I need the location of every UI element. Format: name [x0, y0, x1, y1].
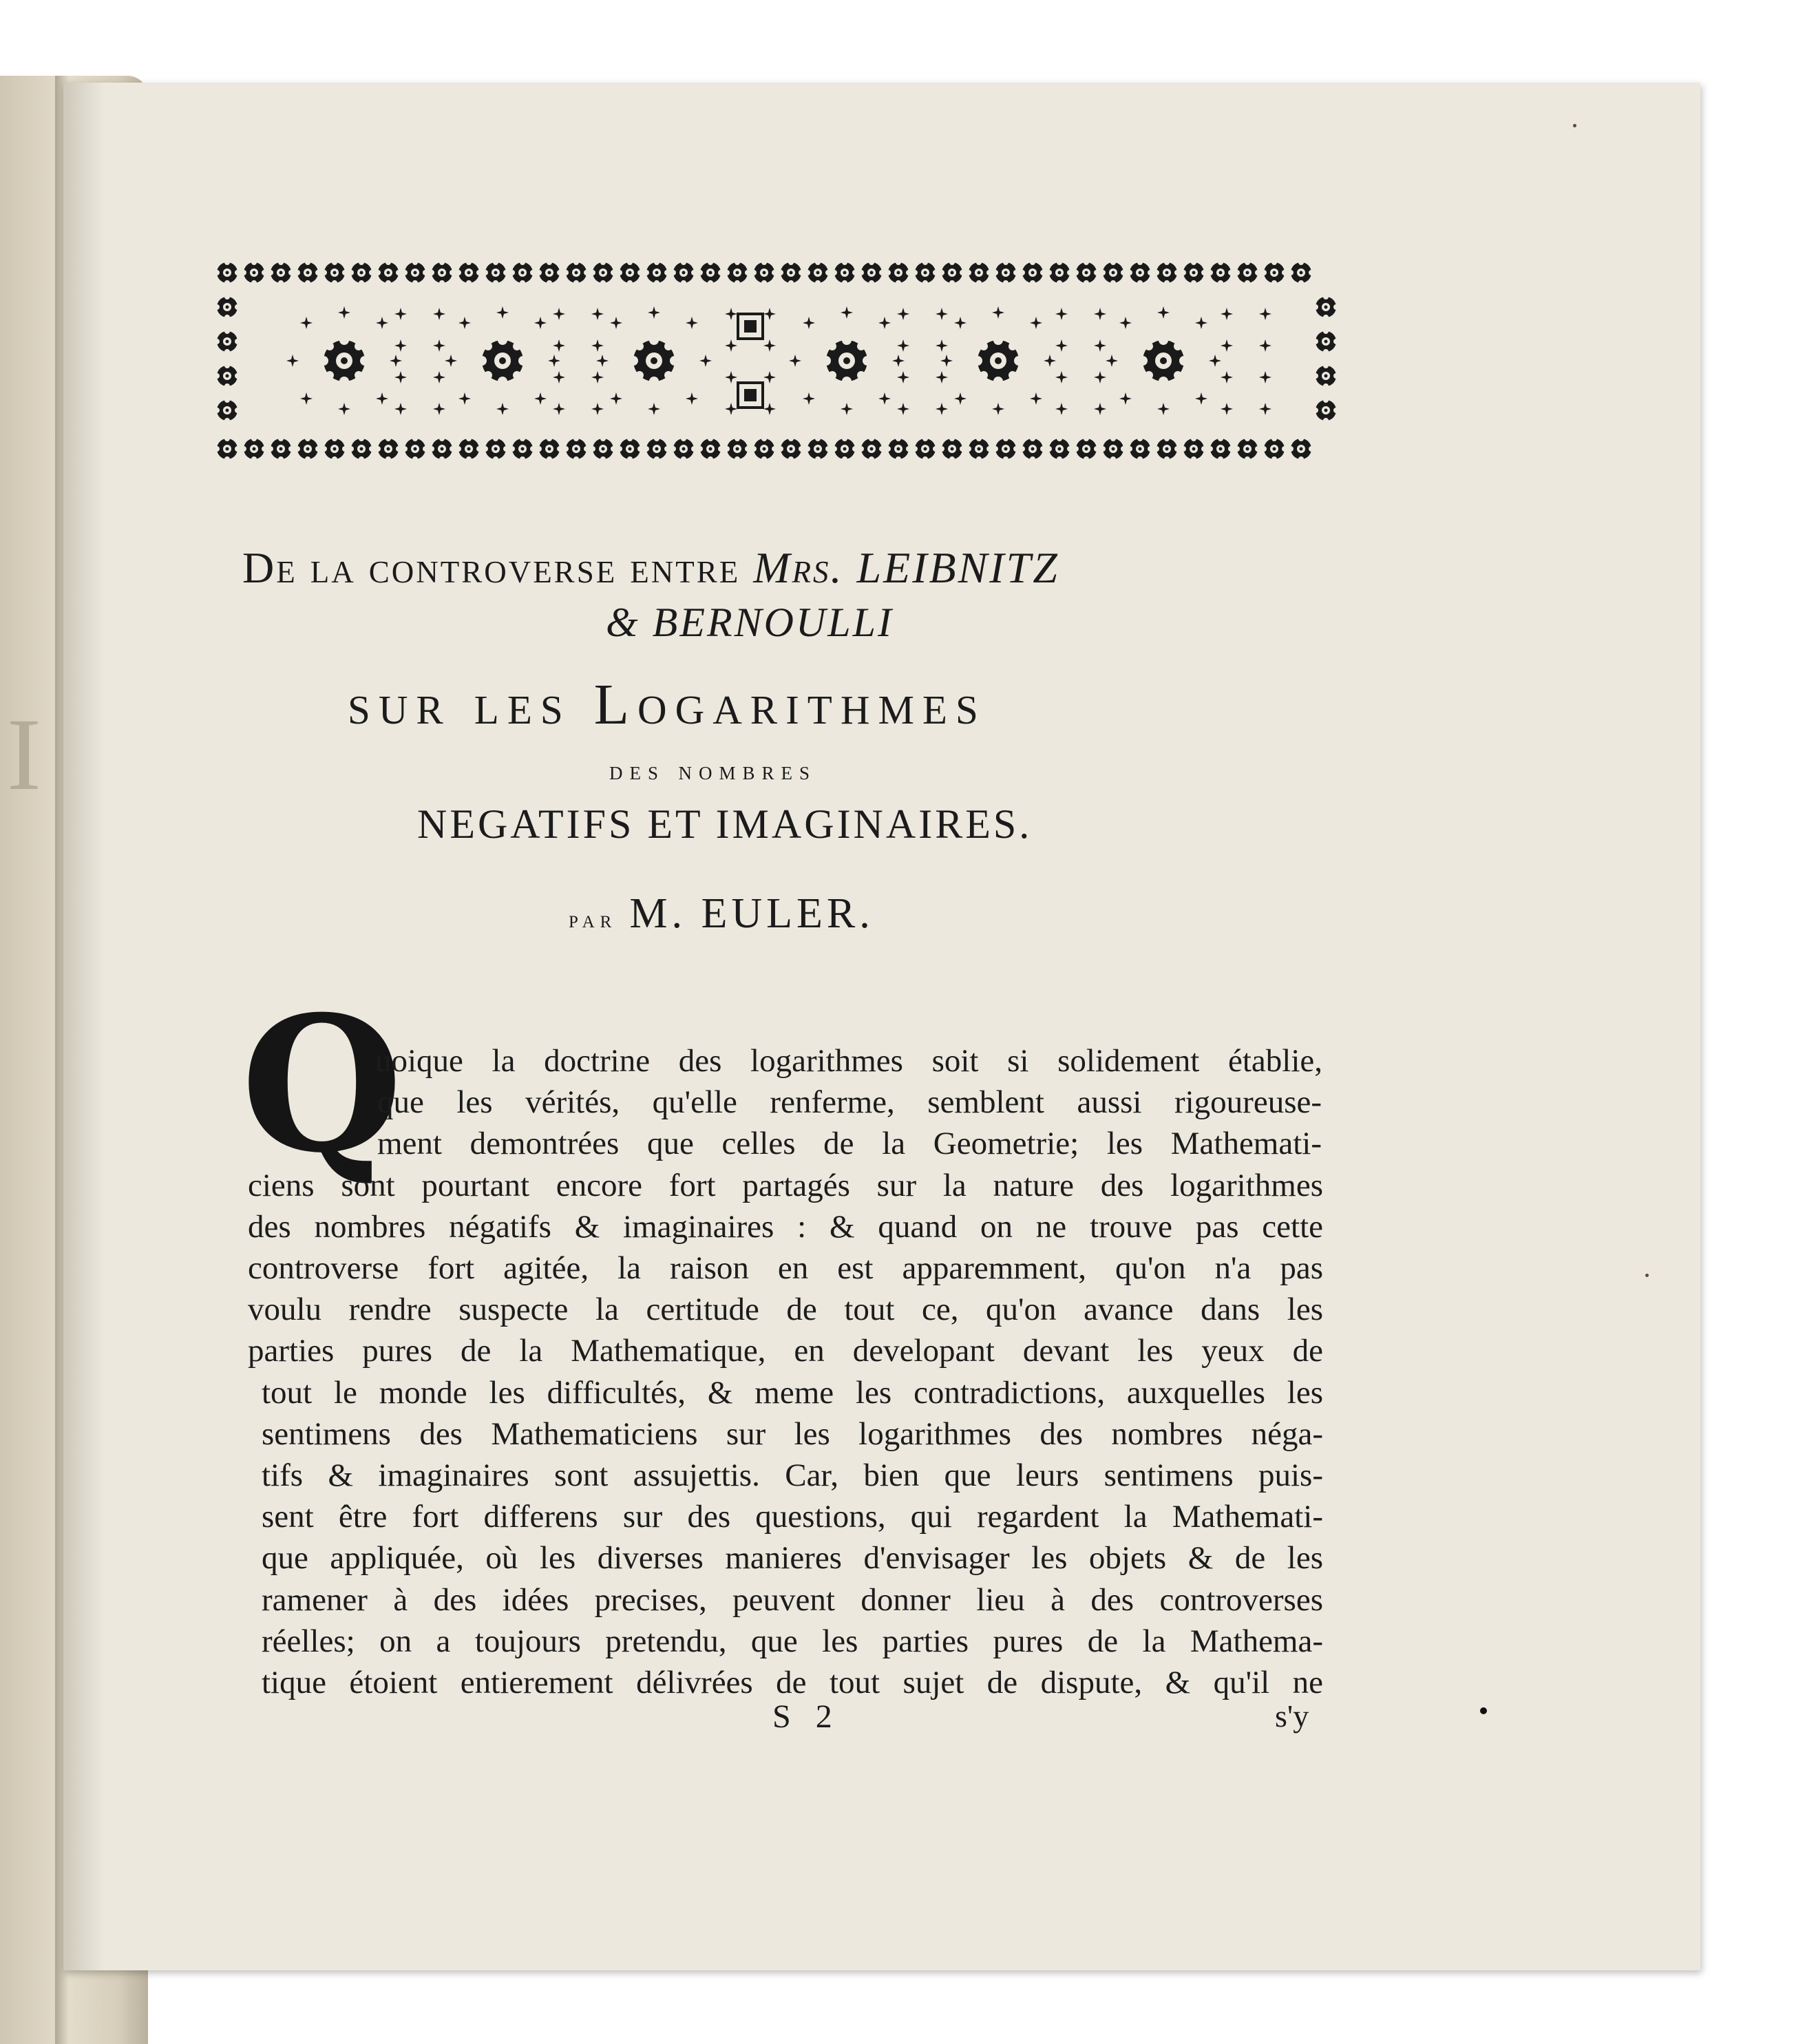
star-ornament	[725, 371, 737, 383]
rosette-ornament	[402, 436, 428, 462]
star-ornament	[725, 308, 737, 320]
star-ornament	[1221, 308, 1233, 320]
star-ornament	[1094, 403, 1106, 415]
rosette-ornament	[1234, 260, 1260, 286]
star-ornament	[897, 339, 909, 352]
rosette-ornament	[563, 260, 589, 286]
rosette-ornament	[1046, 260, 1073, 286]
rosette-ornament	[483, 260, 509, 286]
rosette-ornament	[483, 436, 509, 462]
body-line: ramener à des idées precises, peuvent donner lieu à des controverses	[262, 1581, 1323, 1618]
star-ornament	[394, 339, 407, 352]
rosette-ornament	[509, 436, 536, 462]
rosette-ornament	[751, 436, 777, 462]
rosette-ornament	[805, 436, 831, 462]
star-ornament	[1221, 371, 1233, 383]
star-ornament	[803, 317, 815, 329]
star-ornament	[897, 371, 909, 383]
star-ornament	[1221, 403, 1233, 415]
star-ornament	[789, 355, 801, 367]
body-line: des nombres négatifs & imaginaires : & quand on ne trouve pas cette	[248, 1208, 1323, 1245]
rosette-ornament	[214, 363, 240, 389]
star-ornament	[686, 392, 698, 405]
body-line: ment demontrées que celles de la Geometrie; les Mathemati-	[377, 1126, 1322, 1162]
body-line: uoique la doctrine des logarithmes soit si solidement établie,	[375, 1043, 1322, 1079]
star-ornament	[534, 317, 547, 329]
star-ornament	[591, 403, 604, 415]
author-name: M. EULER.	[629, 890, 874, 937]
rosette-ornament	[509, 260, 536, 286]
catchword: s'y	[1275, 1698, 1309, 1734]
star-ornament	[1259, 403, 1271, 415]
title-line-3: sur les Logarithmes	[348, 673, 986, 737]
star-ornament	[954, 392, 967, 405]
rosette-ornament	[912, 260, 938, 286]
star-ornament	[1030, 317, 1042, 329]
star-ornament	[841, 306, 853, 319]
star-ornament	[553, 339, 565, 352]
title-leibnitz: Mrs. LEIBNITZ	[753, 543, 1059, 592]
star-ornament	[725, 339, 737, 352]
star-ornament	[1259, 308, 1271, 320]
rosette-ornament	[966, 260, 992, 286]
rosette-ornament	[671, 436, 697, 462]
body-line: que appliquée, où les diverses manieres d'envisager les objets & de les	[262, 1540, 1323, 1577]
star-ornament	[445, 355, 457, 367]
star-ornament	[1157, 306, 1170, 319]
rosette-ornament	[1020, 260, 1046, 286]
rosette-ornament	[1073, 436, 1099, 462]
rosette-ornament	[1020, 436, 1046, 462]
rosette-ornament	[939, 436, 965, 462]
rosette-ornament	[751, 260, 777, 286]
star-ornament	[686, 317, 698, 329]
body-line: tifs & imaginaires sont assujettis. Car, bien que leurs sentimens puis-	[262, 1457, 1323, 1493]
star-ornament	[1119, 317, 1132, 329]
star-ornament	[376, 392, 388, 405]
ornamental-headpiece	[213, 259, 1340, 463]
star-ornament	[338, 306, 350, 319]
rosette-ornament	[375, 260, 401, 286]
rosette-ornament	[644, 260, 670, 286]
rosette-ornament	[1313, 397, 1339, 423]
rosette-ornament	[1046, 436, 1073, 462]
star-ornament	[1195, 392, 1207, 405]
star-ornament	[610, 317, 622, 329]
rosette-ornament	[456, 260, 482, 286]
body-line: sent être fort differens sur des questions, qui regardent la Mathemati-	[262, 1499, 1323, 1535]
rosette-ornament	[348, 436, 374, 462]
rosette-ornament	[1261, 260, 1287, 286]
rosette-ornament	[563, 436, 589, 462]
star-ornament	[338, 403, 350, 415]
body-line: tique étoient entierement délivrées de tout sujet de dispute, & qu'il ne	[262, 1665, 1323, 1700]
star-ornament	[936, 403, 948, 415]
star-ornament	[458, 392, 471, 405]
rosette-ornament	[1154, 436, 1180, 462]
rosette-ornament	[590, 436, 616, 462]
star-ornament	[803, 392, 815, 405]
body-line: controverse fort agitée, la raison en est apparemment, qu'on n'a pas	[248, 1250, 1323, 1286]
rosette-ornament	[832, 436, 858, 462]
rosette-ornament	[268, 260, 294, 286]
rosette-ornament	[214, 294, 240, 320]
rosette-ornament	[617, 260, 643, 286]
star-ornament	[1055, 371, 1068, 383]
rosette-ornament	[1127, 436, 1153, 462]
rosette-ornament	[1313, 294, 1339, 320]
star-ornament	[954, 317, 967, 329]
rosette-ornament	[1261, 436, 1287, 462]
rosette-ornament	[697, 260, 724, 286]
rosette-ornament	[536, 260, 562, 286]
rosette-ornament	[295, 436, 321, 462]
body-line: réelles; on a toujours pretendu, que les parties pures de la Mathema-	[262, 1623, 1323, 1659]
rosette-ornament	[1288, 436, 1314, 462]
rosette-ornament	[973, 335, 1024, 386]
star-ornament	[725, 403, 737, 415]
signature-mark: S 2	[772, 1698, 841, 1735]
star-ornament	[496, 403, 509, 415]
star-ornament	[1195, 317, 1207, 329]
star-ornament	[1259, 371, 1271, 383]
rosette-ornament	[778, 260, 804, 286]
star-ornament	[992, 403, 1004, 415]
rosette-ornament	[885, 436, 911, 462]
star-ornament	[1030, 392, 1042, 405]
rosette-ornament	[966, 436, 992, 462]
star-ornament	[591, 308, 604, 320]
star-ornament	[300, 392, 313, 405]
ink-spot	[1480, 1707, 1487, 1714]
star-ornament	[376, 317, 388, 329]
rosette-ornament	[805, 260, 831, 286]
star-ornament	[548, 355, 560, 367]
star-ornament	[1055, 403, 1068, 415]
star-ornament	[763, 308, 776, 320]
star-ornament	[699, 355, 712, 367]
rosette-ornament	[1207, 260, 1234, 286]
star-ornament	[591, 371, 604, 383]
rosette-ornament	[912, 436, 938, 462]
star-ornament	[936, 308, 948, 320]
rosette-ornament	[724, 436, 750, 462]
rosette-ornament	[268, 436, 294, 462]
star-ornament	[394, 403, 407, 415]
rosette-ornament	[724, 260, 750, 286]
star-ornament	[534, 392, 547, 405]
rosette-ornament	[214, 260, 240, 286]
star-ornament	[591, 339, 604, 352]
star-ornament	[1119, 392, 1132, 405]
star-ornament	[878, 392, 891, 405]
star-ornament	[648, 403, 660, 415]
star-ornament	[992, 306, 1004, 319]
star-ornament	[897, 308, 909, 320]
star-ornament	[458, 317, 471, 329]
square-ornament	[738, 383, 763, 408]
rosette-ornament	[590, 260, 616, 286]
star-ornament	[1094, 371, 1106, 383]
rosette-ornament	[1288, 260, 1314, 286]
star-ornament	[940, 355, 953, 367]
star-ornament	[433, 339, 445, 352]
rosette-ornament	[402, 260, 428, 286]
rosette-ornament	[617, 436, 643, 462]
body-line: parties pures de la Mathematique, en developant devant les yeux de	[248, 1333, 1323, 1369]
star-ornament	[936, 339, 948, 352]
star-ornament	[553, 403, 565, 415]
rosette-ornament	[214, 397, 240, 423]
star-ornament	[648, 306, 660, 319]
rosette-ornament	[477, 335, 528, 386]
body-line: tout le monde les difficultés, & meme les contradictions, auxquelles les	[262, 1374, 1323, 1411]
star-ornament	[892, 355, 905, 367]
star-ornament	[394, 308, 407, 320]
star-ornament	[553, 308, 565, 320]
rosette-ornament	[1127, 260, 1153, 286]
rosette-ornament	[858, 436, 885, 462]
star-ornament	[763, 371, 776, 383]
star-ornament	[1259, 339, 1271, 352]
rosette-ornament	[1073, 260, 1099, 286]
title-line-1	[242, 542, 1316, 593]
star-ornament	[936, 371, 948, 383]
rosette-ornament	[536, 436, 562, 462]
rosette-ornament	[885, 260, 911, 286]
star-ornament	[1209, 355, 1221, 367]
rosette-ornament	[321, 260, 348, 286]
star-ornament	[1055, 308, 1068, 320]
rosette-ornament	[375, 436, 401, 462]
star-ornament	[286, 355, 299, 367]
star-ornament	[496, 306, 509, 319]
body-line: que les vérités, qu'elle renferme, semblent aussi rigoureuse-	[377, 1084, 1322, 1121]
rosette-ornament	[429, 436, 455, 462]
rosette-ornament	[214, 436, 240, 462]
paper-speck	[1645, 1274, 1649, 1277]
title-line-5: NEGATIFS ET IMAGINAIRES.	[417, 801, 1033, 847]
rosette-ornament	[1313, 363, 1339, 389]
rosette-ornament	[993, 260, 1019, 286]
rosette-ornament	[821, 335, 872, 386]
star-ornament	[763, 403, 776, 415]
title-line-2: & BERNOULLI	[606, 600, 894, 645]
rosette-ornament	[1181, 436, 1207, 462]
rosette-ornament	[858, 260, 885, 286]
star-ornament	[897, 403, 909, 415]
star-ornament	[1044, 355, 1056, 367]
star-ornament	[1055, 339, 1068, 352]
rosette-ornament	[671, 260, 697, 286]
rosette-ornament	[629, 335, 679, 386]
title-line-4: des nombres	[609, 757, 817, 786]
body-line: sentimens des Mathematiciens sur les logarithmes des nombres néga-	[262, 1415, 1323, 1452]
rosette-ornament	[319, 335, 370, 386]
star-ornament	[1094, 308, 1106, 320]
rosette-ornament	[1100, 436, 1126, 462]
rosette-ornament	[429, 260, 455, 286]
facing-page-bleed: I	[7, 697, 41, 812]
rosette-ornament	[1234, 436, 1260, 462]
star-ornament	[878, 317, 891, 329]
star-ornament	[553, 371, 565, 383]
rosette-ornament	[1154, 260, 1180, 286]
star-ornament	[596, 355, 609, 367]
square-ornament	[738, 314, 763, 339]
rosette-ornament	[1207, 436, 1234, 462]
title-controverse: De la controverse entre	[242, 543, 754, 592]
rosette-ornament	[295, 260, 321, 286]
rosette-ornament	[832, 260, 858, 286]
star-ornament	[394, 371, 407, 383]
body-line: voulu rendre suspecte la certitude de tout ce, qu'on avance dans les	[248, 1292, 1323, 1328]
rosette-ornament	[214, 328, 240, 355]
rosette-ornament	[697, 436, 724, 462]
star-ornament	[1157, 403, 1170, 415]
star-ornament	[433, 308, 445, 320]
rosette-ornament	[644, 436, 670, 462]
rosette-ornament	[456, 436, 482, 462]
star-ornament	[390, 355, 402, 367]
rosette-ornament	[321, 436, 348, 462]
rosette-ornament	[1181, 260, 1207, 286]
star-ornament	[1221, 339, 1233, 352]
star-ornament	[610, 392, 622, 405]
star-ornament	[1106, 355, 1118, 367]
body-line: ciens sont pourtant encore fort partagés sur la nature des logarithmes	[248, 1167, 1323, 1203]
rosette-ornament	[241, 436, 267, 462]
author-par: par	[569, 905, 617, 933]
rosette-ornament	[1313, 328, 1339, 355]
star-ornament	[1094, 339, 1106, 352]
star-ornament	[433, 371, 445, 383]
rosette-ornament	[1138, 335, 1189, 386]
star-ornament	[841, 403, 853, 415]
rosette-ornament	[993, 436, 1019, 462]
paper-speck	[1573, 124, 1576, 127]
author-line	[569, 889, 874, 938]
rosette-ornament	[241, 260, 267, 286]
rosette-ornament	[939, 260, 965, 286]
drop-cap: Q	[241, 975, 403, 1194]
star-ornament	[300, 317, 313, 329]
rosette-ornament	[778, 436, 804, 462]
rosette-ornament	[348, 260, 374, 286]
star-ornament	[433, 403, 445, 415]
star-ornament	[763, 339, 776, 352]
rosette-ornament	[1100, 260, 1126, 286]
